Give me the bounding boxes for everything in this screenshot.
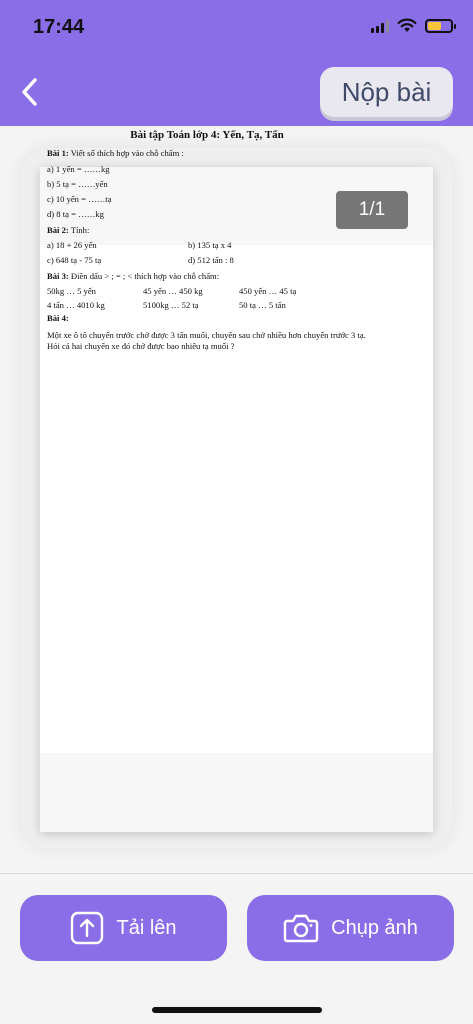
- wifi-icon: [397, 18, 417, 33]
- home-indicator[interactable]: [152, 1007, 322, 1013]
- exercise-2-heading: Bài 2: Tính:: [47, 224, 90, 235]
- exercise-3-row: [47, 284, 367, 299]
- exercise-3-item: 45 yến … 450 kg: [143, 285, 203, 296]
- camera-button[interactable]: [247, 895, 454, 961]
- camera-icon: [283, 912, 319, 944]
- exercise-2-item: d) 512 tấn : 8: [188, 255, 234, 266]
- submit-button[interactable]: Nộp bài: [320, 67, 453, 117]
- exercise-1-item: a) 1 yến = ……kg: [47, 163, 110, 174]
- exercise-4-text: Một xe ô tô chuyến trước chở được 3 tấn muối, chuyến sau chở nhiều hơn chuyến trước 3 tạ. Hỏi cả hai chuyến xe đó chở được bao nhiêu tạ muối ?: [47, 329, 366, 352]
- exercise-3-item: 4 tấn … 4010 kg: [47, 300, 105, 311]
- upload-button[interactable]: [20, 895, 227, 961]
- signal-icon: [371, 19, 389, 33]
- upload-label: Tải lên: [116, 916, 177, 939]
- battery-icon: [425, 19, 453, 33]
- exercise-1-item: d) 8 tạ = ……kg: [47, 209, 104, 220]
- upload-icon: [70, 911, 104, 945]
- exercise-1-item: b) 5 tạ = ……yến: [47, 178, 108, 189]
- top-app-bar: [0, 0, 473, 126]
- exercise-2-row: [47, 253, 367, 268]
- exercise-3-item: 5100kg … 52 tạ: [143, 300, 199, 311]
- exercise-2-row: [47, 238, 367, 253]
- exercise-3-heading: Bài 3: Điền dấu > ; = ; < thích hợp vào chỗ chấm:: [47, 270, 220, 281]
- exercise-3-item: 50 tạ … 5 tấn: [239, 300, 286, 311]
- page-counter: 1/1: [336, 191, 408, 229]
- exercise-4-heading: Bài 4:: [47, 313, 69, 324]
- exercise-1-item: c) 10 yến = ……tạ: [47, 194, 112, 205]
- exercise-3-row: [47, 299, 367, 311]
- worksheet-content: [47, 128, 367, 353]
- exercise-3-item: 450 yến … 45 tạ: [239, 285, 297, 296]
- exercise-2-item: b) 135 tạ x 4: [188, 240, 232, 251]
- exercise-1-heading: Bài 1: Viết số thích hợp vào chỗ chấm :: [47, 148, 184, 159]
- exercise-2-item: a) 18 + 26 yến: [47, 240, 97, 251]
- status-time: 17:44: [33, 16, 85, 38]
- worksheet-title: Bài tập Toán lớp 4: Yến, Tạ, Tấn: [130, 129, 284, 141]
- camera-label: Chụp ảnh: [331, 916, 418, 939]
- bottom-divider: [0, 873, 473, 874]
- exercise-3-item: 50kg … 5 yến: [47, 285, 96, 296]
- chevron-left-icon: [20, 77, 38, 107]
- exercise-2-item: c) 648 tạ - 75 tạ: [47, 255, 102, 266]
- status-icons: [371, 18, 453, 33]
- back-button[interactable]: [14, 72, 44, 112]
